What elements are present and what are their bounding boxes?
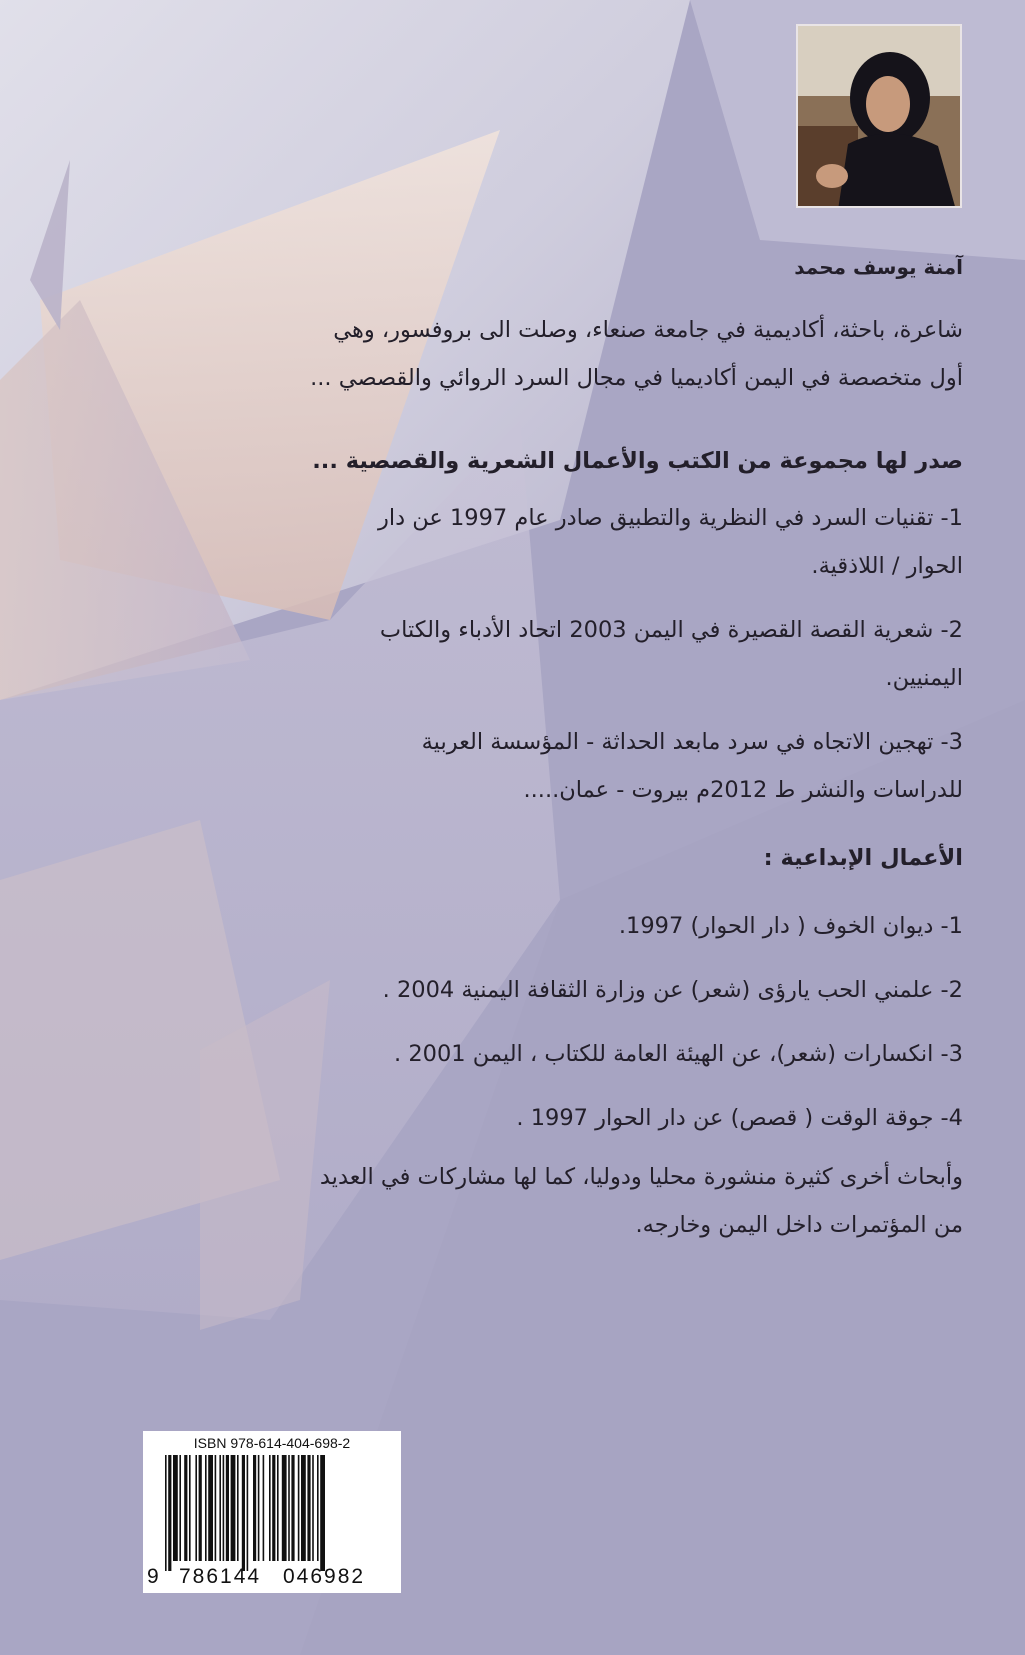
barcode-bar (208, 1455, 213, 1561)
publication-line: اليمنيين. (885, 665, 963, 691)
barcode-bar (282, 1455, 287, 1561)
barcode-bar (223, 1455, 225, 1561)
barcode-bar (258, 1455, 260, 1561)
author-name: آمنة يوسف محمد (794, 255, 963, 279)
barcode-bar (247, 1455, 249, 1571)
closing-line: وأبحاث أخرى كثيرة منشورة محليا ودوليا، كما لها مشاركات في العديد (319, 1164, 963, 1190)
barcode-bar (272, 1455, 275, 1561)
creative-work-line: 3- انكسارات (شعر)، عن الهيئة العامة للكتاب ، اليمن 2001 . (394, 1041, 963, 1067)
barcode-bar (173, 1455, 178, 1561)
barcode-first-digit: 9 (147, 1565, 159, 1588)
barcode-right-digits: 046982 (283, 1565, 366, 1588)
bio-line: أول متخصصة في اليمن أكاديميا في مجال السرد الروائي والقصصي ... (310, 365, 963, 391)
creative-work-item (133, 1030, 963, 1078)
publication-line: 3- تهجين الاتجاه في سرد مابعد الحداثة - المؤسسة العربية (421, 729, 963, 755)
creative-work-line: 2- علمني الحب يارؤى (شعر) عن وزارة الثقافة اليمنية 2004 . (382, 977, 963, 1003)
barcode-bar (189, 1455, 191, 1561)
barcode-bar (219, 1455, 221, 1561)
bio-line: شاعرة، باحثة، أكاديمية في جامعة صنعاء، وصلت الى بروفسور، وهي (333, 317, 963, 343)
publications-heading: صدر لها مجموعة من الكتب والأعمال الشعرية والقصصية ... (312, 448, 963, 474)
barcode-bar (231, 1455, 236, 1561)
creative-work-item (133, 902, 963, 950)
barcode-digits (143, 1565, 401, 1591)
barcode-bar (165, 1455, 167, 1571)
barcode-bar (320, 1455, 325, 1571)
publication-item (133, 718, 963, 814)
creative-work-line: 4- جوقة الوقت ( قصص) عن دار الحوار 1997 . (516, 1105, 963, 1131)
barcode-bar (263, 1455, 265, 1561)
author-photo (796, 24, 962, 208)
barcode-bar (317, 1455, 319, 1561)
barcode-bar (184, 1455, 187, 1561)
isbn-barcode (143, 1431, 401, 1593)
isbn-label: ISBN 978-614-404-698-2 (193, 1435, 351, 1451)
creative-work-item (133, 1094, 963, 1142)
barcode-bar (253, 1455, 256, 1561)
creative-work-item (133, 966, 963, 1014)
publication-line: 1- تقنيات السرد في النظرية والتطبيق صادر عام 1997 عن دار (377, 505, 963, 531)
publication-line: 2- شعرية القصة القصيرة في اليمن 2003 اتحاد الأدباء والكتاب (379, 617, 963, 643)
publication-line: الحوار / اللاذقية. (811, 553, 963, 579)
barcode-bar (195, 1455, 197, 1561)
barcode-bar (237, 1455, 239, 1561)
creative-works-heading: الأعمال الإبداعية : (763, 845, 963, 871)
closing-paragraph (133, 1153, 963, 1249)
barcode-bar (179, 1455, 181, 1561)
barcode-bar (226, 1455, 229, 1561)
publication-item (133, 606, 963, 702)
creative-work-line: 1- ديوان الخوف ( دار الحوار) 1997. (618, 913, 963, 939)
barcode-left-digits: 786144 (179, 1565, 262, 1588)
barcode-bar (288, 1455, 290, 1561)
barcode-bar (199, 1455, 202, 1561)
barcode-bar (312, 1455, 314, 1561)
barcode-bar (298, 1455, 300, 1561)
publication-item (133, 494, 963, 590)
barcode-bar (269, 1455, 271, 1561)
barcode-bar (277, 1455, 279, 1561)
barcode-bar (215, 1455, 217, 1561)
barcode-bar (301, 1455, 306, 1561)
barcode-bar (242, 1455, 245, 1571)
barcode-bar (307, 1455, 310, 1561)
publication-line: للدراسات والنشر ط 2012م بيروت - عمان..... (523, 777, 963, 803)
barcode-bar (168, 1455, 171, 1571)
bio-paragraph (133, 306, 963, 402)
barcode-bar (291, 1455, 294, 1561)
barcode-bar (205, 1455, 207, 1561)
closing-line: من المؤتمرات داخل اليمن وخارجه. (635, 1212, 963, 1238)
